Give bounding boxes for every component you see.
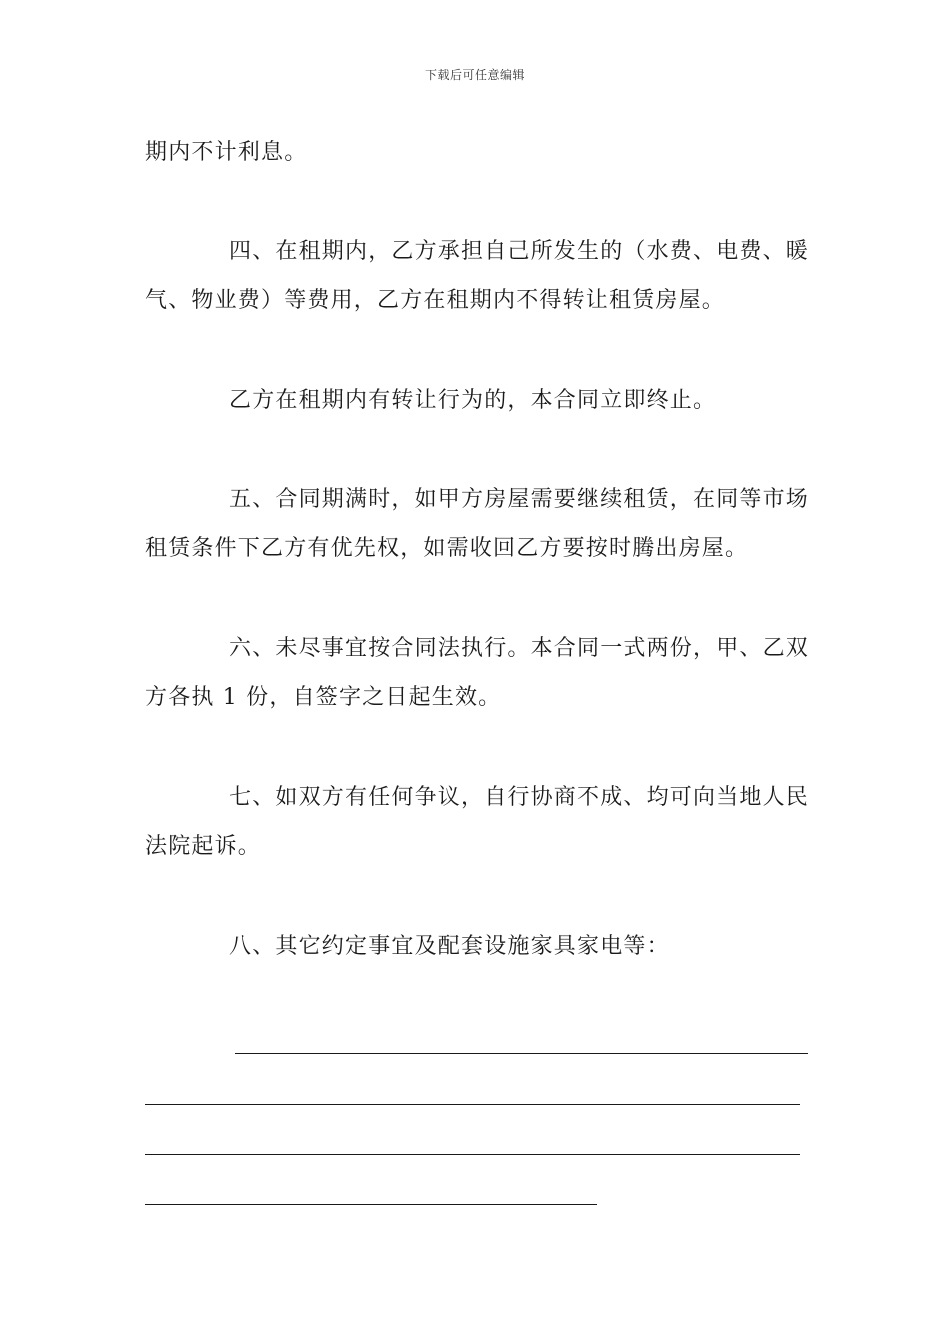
- fill-in-line: [235, 1053, 808, 1054]
- paragraph-continuation: 期内不计利息。: [145, 140, 308, 165]
- clause-6: 六、未尽事宜按合同法执行。本合同一式两份，甲、乙双方各执 1 份，自签字之日起生效。: [145, 636, 810, 710]
- fill-in-line: [145, 1104, 800, 1105]
- clause-4: 四、在租期内，乙方承担自己所发生的（水费、电费、暖气、物业费）等费用，乙方在租期内不得转让租赁房屋。: [145, 239, 810, 313]
- clause-4-note: 乙方在租期内有转让行为的，本合同立即终止。: [229, 388, 717, 413]
- clause-7: 七、如双方有任何争议，自行协商不成、均可向当地人民法院起诉。: [145, 785, 810, 859]
- page-header-note: 下载后可任意编辑: [424, 68, 525, 82]
- clause-5: 五、合同期满时，如甲方房屋需要继续租赁，在同等市场租赁条件下乙方有优先权，如需收回乙方要按时腾出房屋。: [145, 487, 810, 561]
- fill-in-line: [145, 1154, 800, 1155]
- fill-in-line: [145, 1204, 597, 1205]
- clause-8: 八、其它约定事宜及配套设施家具家电等：: [229, 934, 670, 959]
